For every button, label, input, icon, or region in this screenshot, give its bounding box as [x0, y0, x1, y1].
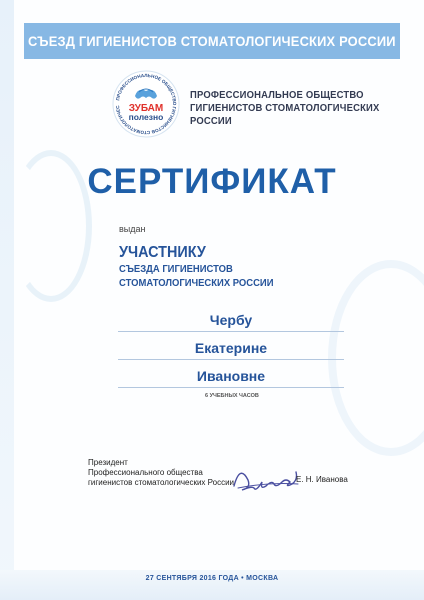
president-title [88, 458, 234, 488]
study-hours: 6 УЧЕБНЫХ ЧАСОВ [205, 393, 259, 399]
logo-main-word: ЗУБАМ [128, 103, 164, 114]
logo-ring-text: ПРОФЕССИОНАЛЬНОЕ ОБЩЕСТВО ГИГИЕНИСТОВ СТОМАТОЛОГИЧЕС [115, 72, 178, 136]
recipient-role-line: УЧАСТНИКУ [119, 244, 206, 261]
left-decor-band [0, 0, 14, 600]
signer-name: Е. Н. Иванова [296, 475, 348, 484]
date-and-place: 27 СЕНТЯБРЯ 2016 ГОДА • МОСКВА [145, 575, 279, 582]
background-swirl-right [328, 260, 424, 456]
header-banner [24, 23, 400, 59]
recipient-role-line: СЪЕЗДА ГИГИЕНИСТОВ [119, 263, 233, 275]
handwritten-signature [230, 458, 304, 500]
banner-text: СЪЕЗД ГИГИЕНИСТОВ СТОМАТОЛОГИЧЕСКИХ РОССИИ [28, 33, 396, 49]
society-line: ГИГИЕНИСТОВ СТОМАТОЛОГИЧЕСКИХ [190, 102, 380, 114]
recipient-patronymic: Ивановне [118, 368, 344, 384]
issued-label: выдан [119, 224, 146, 234]
certificate-title: СЕРТИФИКАТ [87, 162, 337, 201]
society-name [190, 89, 410, 128]
recipient-first-name: Екатерине [118, 340, 344, 356]
president-title-line: Профессионального общества [88, 468, 203, 477]
recipient-role [119, 244, 291, 290]
society-logo [110, 68, 182, 140]
society-line: ПРОФЕССИОНАЛЬНОЕ ОБЩЕСТВО [190, 89, 364, 101]
logo-sub-word: полезно [128, 112, 164, 122]
president-title-line: гигиенистов стоматологических России [88, 478, 235, 487]
society-line: РОССИИ [190, 115, 232, 127]
president-title-line: Президент [88, 458, 128, 467]
recipient-surname: Чербу [118, 312, 344, 328]
recipient-role-line: СТОМАТОЛОГИЧЕСКИХ РОССИИ [119, 277, 274, 289]
